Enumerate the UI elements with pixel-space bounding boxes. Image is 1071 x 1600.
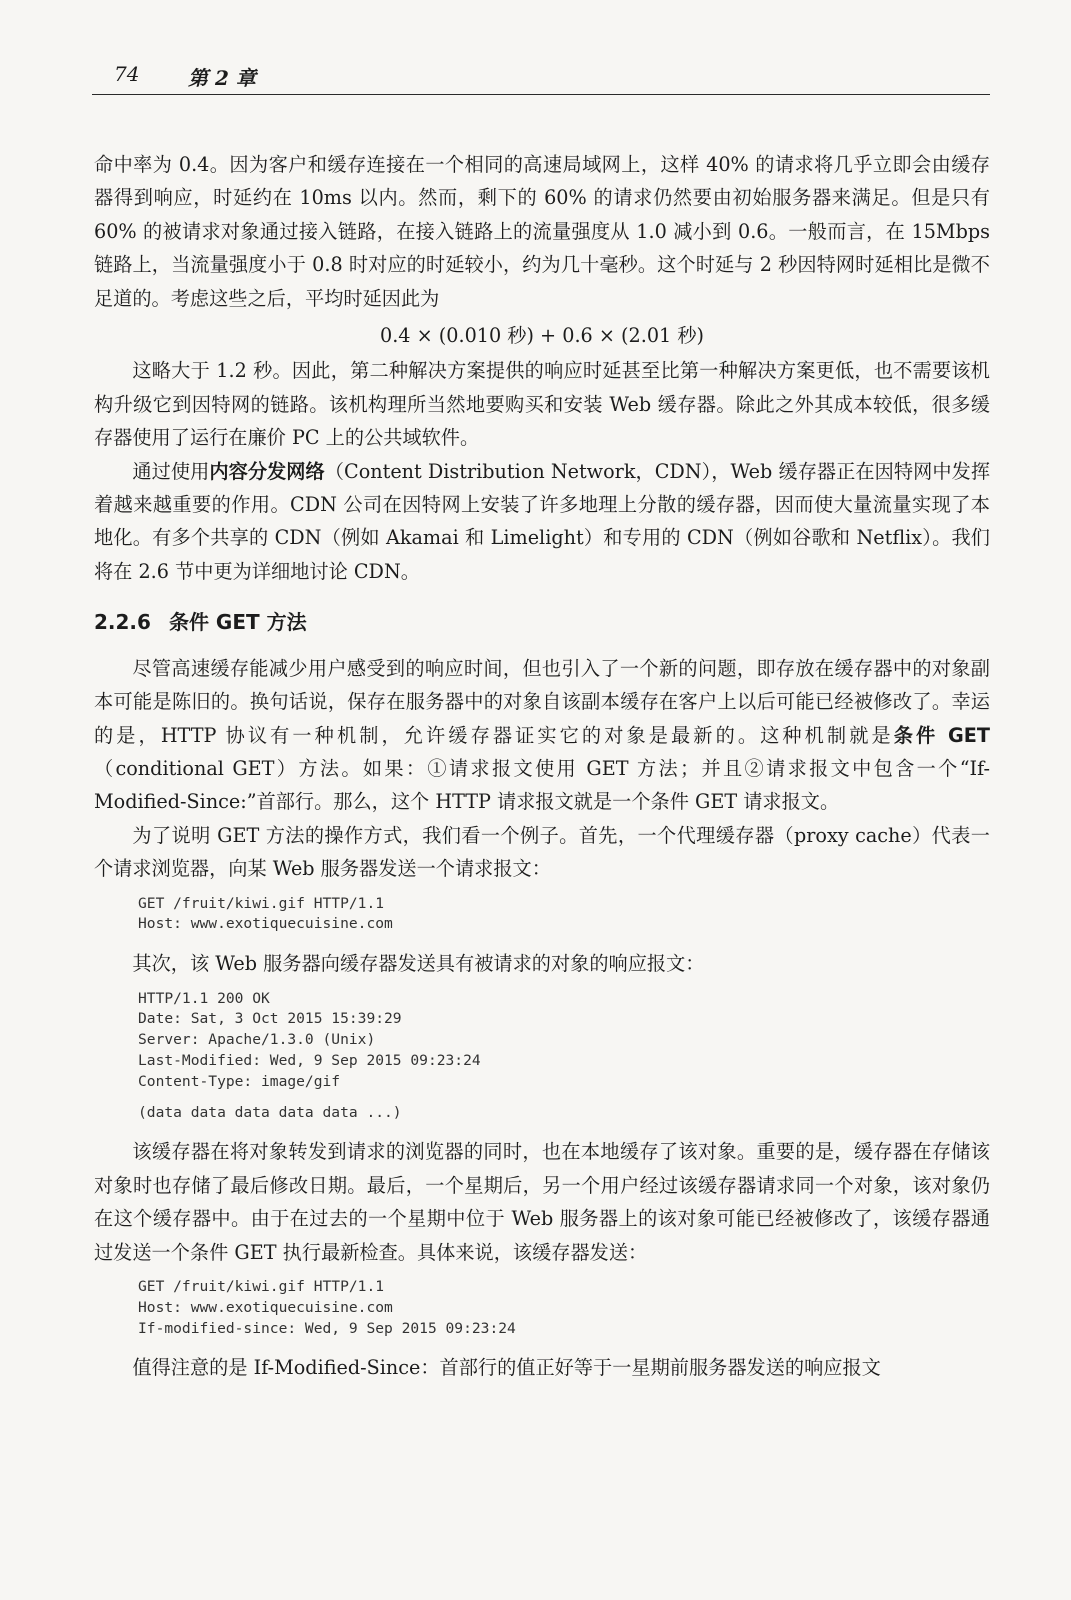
code-line: HTTP/1.1 200 OK [138,989,270,1007]
paragraph-text: 通过使用 [132,459,210,483]
code-line: Content-Type: image/gif [138,1072,341,1090]
formula: 0.4 × (0.010 秒) + 0.6 × (2.01 秒) [379,324,705,348]
paragraph: 值得注意的是 If-Modified-Since：首部行的值正好等于一星期前服务器发送的响应报文 [132,1356,881,1380]
code-line: (data data data data data ...) [138,1103,402,1121]
page-number: 74 [114,62,140,86]
code-line: Server: Apache/1.3.0 (Unix) [138,1031,376,1049]
code-block-request [138,894,990,936]
paragraph [94,652,990,819]
code-block-conditional-request [138,1277,990,1339]
chapter-label: 第 2 章 [188,66,256,90]
section-number: 2.2.6 [94,610,151,635]
paragraph: 该缓存器在将对象转发到请求的浏览器的同时，也在本地缓存了该对象。重要的是，缓存器在存储该对象时也存储了最后修改日期。最后，一个星期后，另一个用户经过该缓存器请求同一个对象，该对象仍在这个缓存器中。由于在过去的一个星期中位于 Web 服务器上的该对象可能已经被修改了，该缓存器通过发送一个条件 GET 执行最新检查。具体来说，该缓存器发送： [94,1140,990,1264]
paragraph-text: 尽管高速缓存能减少用户感受到的响应时间，但也引入了一个新的问题，即存放在缓存器中的对象副本可能是陈旧的。换句话说，保存在服务器中的对象自该副本缓存在客户上以后可能已经被修改了。幸运的是，HTTP 协议有一种机制，允许缓存器证实它的对象是最新的。这种机制就是 [94,656,990,747]
paragraph: 为了说明 GET 方法的操作方式，我们看一个例子。首先，一个代理缓存器（proxy cache）代表一个请求浏览器，向某 Web 服务器发送一个请求报文： [94,823,990,881]
paragraph-text: （Content Distribution Network，CDN），Web 缓存器正在因特网中发挥着越来越重要的作用。CDN 公司在因特网上安装了许多地理上分散的缓存器，因而使大量流量实现了本地化。有多个共享的 CDN（例如 Akamai 和 Limelight）和专用的 CDN（例如谷歌和 Netflix）。我们将在 2.6 节中更为详细地讨论 CDN。 [94,459,991,583]
code-line: Host: www.exotiquecuisine.com [138,915,393,933]
code-line: If-modified-since: Wed, 9 Sep 2015 09:23:24 [138,1319,516,1337]
term-conditional-get: 条件 GET [893,723,991,747]
code-line: Date: Sat, 3 Oct 2015 15:39:29 [138,1010,402,1028]
paragraph: 命中率为 0.4。因为客户和缓存连接在一个相同的高速局域网上，这样 40% 的请求将几乎立即会由缓存器得到响应，时延约在 10ms 以内。然而，剩下的 60% 的请求仍然要由初始服务器来满足。但是只有 60% 的被请求对象通过接入链路，在接入链路上的流量强度从 1.0 减小到 0.6。一般而言，在 15Mbps 链路上，当流量强度小于 0.8 时对应的时延较小，约为几十毫秒。这个时延与 2 秒因特网时延相比是微不足道的。考虑这些之后，平均时延因此为 [94,153,990,310]
section-title: 条件 GET 方法 [168,610,307,635]
paragraph [94,455,990,589]
term-cdn: 内容分发网络 [209,459,325,483]
running-header [92,58,990,95]
code-line: GET /fruit/kiwi.gif HTTP/1.1 [138,894,385,912]
paragraph: 这略大于 1.2 秒。因此，第二种解决方案提供的响应时延甚至比第一种解决方案更低，也不需要该机构升级它到因特网的链路。该机构理所当然地要购买和安装 Web 缓存器。除此之外其成本较低，很多缓存器使用了运行在廉价 PC 上的公共域软件。 [94,359,990,450]
paragraph: 其次，该 Web 服务器向缓存器发送具有被请求的对象的响应报文： [132,952,705,976]
page-body [94,148,990,1385]
section-heading [94,606,990,639]
code-line: GET /fruit/kiwi.gif HTTP/1.1 [138,1277,385,1295]
code-line: Last-Modified: Wed, 9 Sep 2015 09:23:24 [138,1051,481,1069]
paragraph-text: （conditional GET）方法。如果：①请求报文使用 GET 方法；并且②请求报文中包含一个“If-Modified-Since:”首部行。那么，这个 HTTP 请求报文就是一个条件 GET 请求报文。 [94,756,990,814]
code-block-response [138,989,990,1124]
code-line: Host: www.exotiquecuisine.com [138,1298,393,1316]
